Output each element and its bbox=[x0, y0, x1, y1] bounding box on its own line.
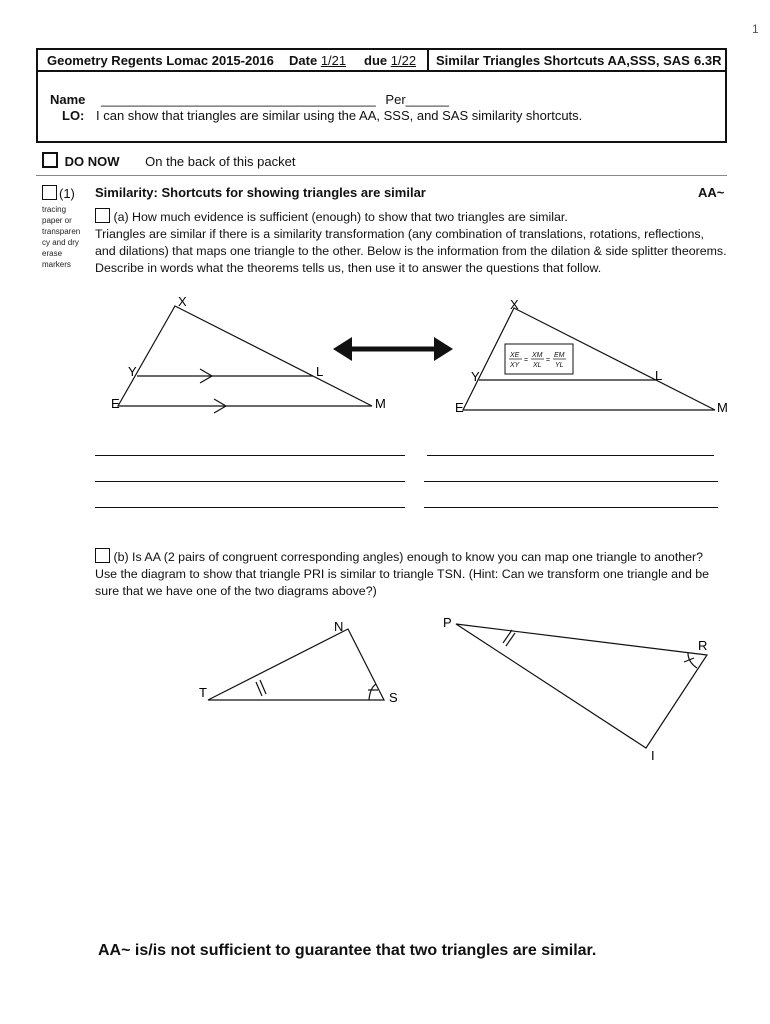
svg-text:XY: XY bbox=[510, 362, 520, 369]
tick-t-1 bbox=[256, 682, 262, 696]
triangle-tsn bbox=[208, 629, 384, 700]
part-b-checkbox[interactable] bbox=[95, 548, 110, 563]
label-y-left: Y bbox=[128, 364, 137, 379]
label-t: T bbox=[199, 685, 207, 700]
part-b-text: (b) Is AA (2 pairs of congruent corresponding angles) enough to know you can map one triangle to another? Use the diagram to show that triangle PRI is similar to triangle TSN. (Hint: Can we transform one triangle and be sure that we have one of the two diagrams above?) bbox=[95, 550, 710, 598]
tick-p-1 bbox=[503, 630, 512, 643]
triangle-tsn-diagram bbox=[208, 629, 384, 700]
do-now-row: DO NOW On the back of this packet bbox=[42, 152, 295, 169]
topic-title: Similar Triangles Shortcuts AA,SSS, SAS bbox=[436, 53, 690, 68]
label-y-right: Y bbox=[471, 369, 480, 384]
answer-line[interactable] bbox=[95, 507, 405, 508]
label-e-right: E bbox=[455, 400, 464, 415]
part-a-text: (a) How much evidence is sufficient (enough) to show that two triangles are similar. Triangles are similar if there is a similarity transformation (any combination of translations, rotations, reflections, and dilations) that maps one triangle to the other. Below is the information from the dilation & side splitter theorems. Describe in words what the theorems tells us, then use it to answer the questions that follow. bbox=[95, 210, 727, 275]
svg-text:YL: YL bbox=[555, 362, 564, 369]
answer-line[interactable] bbox=[427, 455, 714, 456]
label-l-left: L bbox=[316, 364, 324, 379]
due-field: due 1/22 bbox=[364, 53, 417, 68]
conclusion-statement: AA~ is/is not sufficient to guarantee that two triangles are similar. bbox=[98, 942, 597, 959]
section-1-number-row: (1) bbox=[42, 185, 75, 201]
answer-line[interactable] bbox=[95, 481, 405, 482]
lesson-code: 6.3R bbox=[694, 53, 722, 68]
name-input[interactable]: ______________________________________ bbox=[101, 92, 376, 107]
label-m-left: M bbox=[375, 396, 386, 411]
page-number: 1 bbox=[752, 22, 759, 36]
left-triangle-diagram bbox=[118, 306, 372, 413]
name-row: Name ______________________________________ Per______ bbox=[50, 92, 450, 107]
right-triangle-diagram bbox=[463, 308, 715, 410]
learning-objective: LO: I can show that triangles are similar using the AA, SSS, and SAS similarity shortcuts. bbox=[62, 108, 583, 123]
tick-p-2 bbox=[506, 633, 515, 646]
triangle-xem bbox=[118, 306, 372, 406]
label-r: R bbox=[698, 638, 708, 653]
period-input[interactable]: ______ bbox=[405, 92, 450, 107]
label-l-right: L bbox=[655, 368, 663, 383]
label-n: N bbox=[334, 619, 344, 634]
label-m-right: M bbox=[717, 400, 728, 415]
course-title: Geometry Regents Lomac 2015-2016 bbox=[47, 53, 274, 68]
svg-text:=: = bbox=[524, 357, 529, 364]
sidebar-note: tracing paper or transparen cy and dry erase markers bbox=[42, 205, 81, 269]
triangle-pri-diagram bbox=[456, 624, 707, 748]
answer-line[interactable] bbox=[424, 507, 718, 508]
triangle-xem-right bbox=[463, 308, 715, 410]
triangle-pri bbox=[456, 624, 707, 748]
answer-line[interactable] bbox=[95, 455, 405, 456]
section-1-tag: AA~ bbox=[698, 185, 725, 200]
svg-text:EM: EM bbox=[554, 352, 565, 359]
angle-arc-s bbox=[369, 684, 376, 700]
svg-text:XE: XE bbox=[510, 352, 520, 359]
label-e-left: E bbox=[111, 396, 120, 411]
label-x-left: X bbox=[178, 294, 187, 309]
svg-text:XM: XM bbox=[532, 352, 543, 359]
section-1-title: Similarity: Shortcuts for showing triangles are similar bbox=[95, 185, 426, 200]
svg-text:XL: XL bbox=[533, 362, 542, 369]
label-x-right: X bbox=[510, 297, 519, 312]
label-i: I bbox=[651, 748, 655, 763]
svg-text:=: = bbox=[546, 357, 551, 364]
double-arrow-icon bbox=[333, 337, 453, 361]
label-s: S bbox=[389, 690, 398, 705]
date-field: Date 1/21 bbox=[289, 53, 347, 68]
tick-t-2 bbox=[260, 680, 266, 694]
answer-line[interactable] bbox=[424, 481, 718, 482]
label-p: P bbox=[443, 615, 452, 630]
